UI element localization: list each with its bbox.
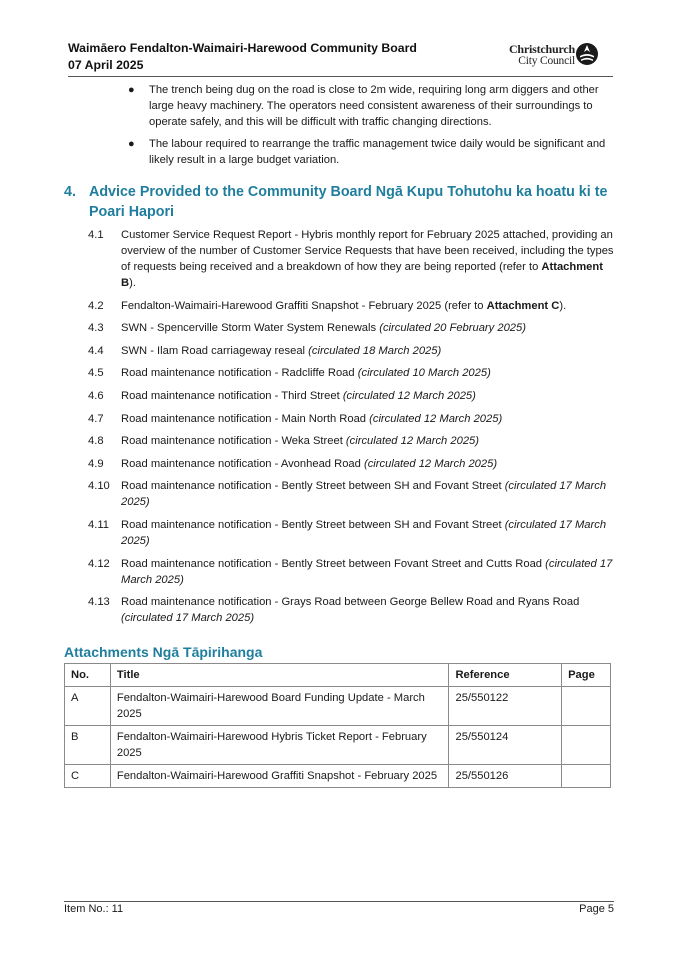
table-row xyxy=(65,726,611,765)
page-footer xyxy=(64,901,614,915)
attachments-heading: Attachments Ngā Tāpirihanga xyxy=(64,644,263,660)
item-number: 4.6 xyxy=(88,389,104,402)
bullet-text: The trench being dug on the road is close to 2m wide, requiring long arm diggers and other large heavy machinery. The operators need consistent awareness of their surroundings to operate safely, and this will be difficult with traffic changing directions. xyxy=(149,84,599,128)
item-number: 4.10 xyxy=(88,480,110,493)
item-text: Road maintenance notification - Third Street xyxy=(121,389,343,402)
bullet-dot: ● xyxy=(128,84,135,96)
list-item xyxy=(88,594,614,626)
attachment-ref: Attachment B xyxy=(121,261,603,289)
col-header-title: Title xyxy=(110,664,449,687)
list-item xyxy=(88,456,614,472)
item-text-end: ). xyxy=(129,277,136,289)
item-circulated: (circulated 17 March 2025) xyxy=(121,612,255,625)
page-header xyxy=(68,40,613,77)
item-text: Fendalton-Waimairi-Harewood Graffiti Snapshot - February 2025 (refer to xyxy=(121,299,487,312)
item-number: 4.3 xyxy=(88,322,104,335)
list-item xyxy=(88,433,614,449)
item-text: Road maintenance notification - Bently Street between Fovant Street and Cutts Road xyxy=(121,557,546,570)
item-circulated: (circulated 17 March 2025) xyxy=(121,480,607,509)
item-circulated: (circulated 12 March 2025) xyxy=(369,412,503,425)
council-emblem-icon xyxy=(575,42,599,66)
cell-reference: 25/550122 xyxy=(449,687,562,726)
section-number: 4. xyxy=(64,184,76,200)
cell-title: Fendalton-Waimairi-Harewood Graffiti Snapshot - February 2025 xyxy=(110,765,449,788)
logo-line1: Christchurch xyxy=(508,42,575,56)
cell-reference: 25/550124 xyxy=(449,726,562,765)
item-text: Customer Service Request Report - Hybris monthly report for February 2025 attached, providing an overview of the number of Customer Service Requests that have been received, including the types of requests being received and a breakdown of how they are being reported (refer to xyxy=(121,229,614,273)
item-circulated: (circulated 18 March 2025) xyxy=(308,344,442,357)
bullet-text: The labour required to rearrange the traffic management twice daily would be significant and likely result in a large budget variation. xyxy=(149,138,606,166)
item-circulated: (circulated 12 March 2025) xyxy=(342,389,476,402)
board-title: Waimāero Fendalton-Waimairi-Harewood Community Board xyxy=(68,41,417,55)
list-item xyxy=(88,388,614,404)
bullet-item xyxy=(128,136,613,168)
meeting-date: 07 April 2025 xyxy=(68,58,144,72)
section-heading xyxy=(64,182,614,222)
table-header-row xyxy=(65,664,611,687)
item-text: Road maintenance notification - Main North Road xyxy=(121,412,370,425)
item-circulated: (circulated 12 March 2025) xyxy=(345,435,479,448)
item-text: Road maintenance notification - Bently Street between SH and Fovant Street xyxy=(121,518,505,531)
item-number: 4.7 xyxy=(88,412,104,425)
item-text: Road maintenance notification - Weka Street xyxy=(121,435,346,448)
list-item xyxy=(88,411,614,427)
list-item xyxy=(88,320,614,336)
item-number: 4.2 xyxy=(88,299,104,312)
item-text-end: ). xyxy=(559,299,567,312)
cell-title: Fendalton-Waimairi-Harewood Board Funding Update - March 2025 xyxy=(110,687,449,726)
item-number: 4.4 xyxy=(88,344,104,357)
list-item xyxy=(88,478,614,510)
cell-reference: 25/550126 xyxy=(449,765,562,788)
item-text: SWN - Ilam Road carriageway reseal xyxy=(121,344,309,357)
item-circulated: (circulated 10 March 2025) xyxy=(357,367,491,380)
item-number: 4.9 xyxy=(88,457,104,470)
cell-no: B xyxy=(65,726,111,765)
advice-list xyxy=(88,227,614,633)
bullet-dot: ● xyxy=(128,138,135,150)
item-text: Road maintenance notification - Bently Street between SH and Fovant Street xyxy=(121,480,505,493)
list-item xyxy=(88,365,614,381)
item-number: 4.1 xyxy=(88,229,104,241)
footer-item-number: Item No.: 11 xyxy=(64,903,124,915)
list-item xyxy=(88,343,614,359)
item-text: Road maintenance notification - Avonhead Road xyxy=(121,457,364,470)
list-item xyxy=(88,517,614,549)
list-item xyxy=(88,227,614,291)
list-item xyxy=(88,556,614,588)
table-row xyxy=(65,687,611,726)
item-text: Road maintenance notification - Grays Road between George Bellew Road and Ryans Road xyxy=(121,596,580,609)
cell-page xyxy=(562,765,611,788)
item-text: Road maintenance notification - Radcliffe Road xyxy=(121,367,358,380)
cell-page xyxy=(562,726,611,765)
item-number: 4.5 xyxy=(88,367,104,380)
attachments-table xyxy=(64,663,611,788)
bullet-item xyxy=(128,82,613,130)
council-logo xyxy=(493,42,613,70)
item-circulated: (circulated 12 March 2025) xyxy=(363,457,498,470)
table-row xyxy=(65,765,611,788)
attachment-ref: Attachment C xyxy=(486,299,560,312)
item-number: 4.11 xyxy=(88,518,109,531)
item-number: 4.8 xyxy=(88,435,104,448)
cell-no: C xyxy=(65,765,111,788)
footer-page-number: Page 5 xyxy=(579,903,614,915)
item-circulated: (circulated 20 February 2025) xyxy=(379,322,526,335)
section-title: Advice Provided to the Community Board Ngā Kupu Tohutohu ka hoatu ki te Poari Hapori xyxy=(89,184,608,220)
item-number: 4.12 xyxy=(88,557,110,570)
item-circulated: (circulated 17 March 2025) xyxy=(121,557,613,586)
item-circulated: (circulated 17 March 2025) xyxy=(121,518,607,547)
col-header-page: Page xyxy=(562,664,611,687)
item-text: SWN - Spencerville Storm Water System Renewals xyxy=(121,322,380,335)
cell-no: A xyxy=(65,687,111,726)
cell-page xyxy=(562,687,611,726)
list-item xyxy=(88,298,614,314)
col-header-reference: Reference xyxy=(449,664,562,687)
cell-title: Fendalton-Waimairi-Harewood Hybris Ticket Report - February 2025 xyxy=(110,726,449,765)
col-header-no: No. xyxy=(65,664,111,687)
item-number: 4.13 xyxy=(88,596,110,609)
bullet-list xyxy=(128,82,613,174)
logo-line2: City Council xyxy=(518,55,575,67)
